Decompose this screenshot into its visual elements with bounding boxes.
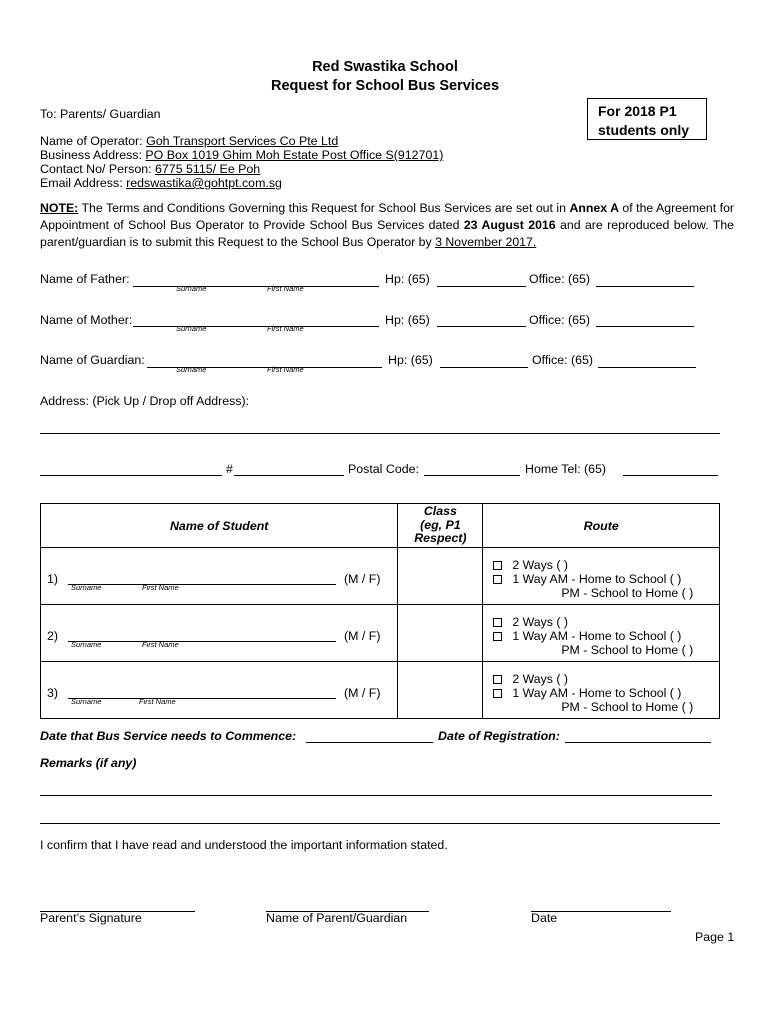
row-number: 3) <box>47 686 59 700</box>
p1-notice-line1: For 2018 P1 <box>598 103 677 119</box>
gender-option[interactable]: (M / F) <box>344 572 381 586</box>
route-cell <box>483 548 720 605</box>
firstname-caption: First Name <box>142 640 179 649</box>
operator-name-value: Goh Transport Services Co Pte Ltd <box>146 134 339 148</box>
operator-name <box>40 134 338 148</box>
gender-option[interactable]: (M / F) <box>344 686 381 700</box>
mother-label: Name of Mother: <box>40 313 133 327</box>
remarks-line-2[interactable] <box>40 823 720 824</box>
operator-email-link[interactable]: redswastika@gohtpt.com.sg <box>126 176 282 190</box>
student-name-field[interactable] <box>68 641 336 642</box>
postal-code-field[interactable] <box>424 475 520 476</box>
mother-hp-field[interactable] <box>437 326 526 327</box>
operator-name-label: Name of Operator: <box>40 134 147 148</box>
table-row <box>41 548 720 605</box>
mother-office-field[interactable] <box>596 326 694 327</box>
note-annex: Annex A <box>569 201 619 215</box>
mother-office-label: Office: (65) <box>529 313 591 327</box>
mother-hp-label: Hp: (65) <box>385 313 430 327</box>
mother-firstname-caption: First Name <box>267 324 304 333</box>
home-tel-label: Home Tel: (65) <box>525 462 607 476</box>
note-text-1: The Terms and Conditions Governing this Request for School Bus Services are set out in <box>78 201 570 215</box>
surname-caption: Surname <box>71 640 102 649</box>
school-name: Red Swastika School <box>312 59 458 75</box>
route-am-option[interactable]: 1 Way AM - Home to School ( ) <box>493 572 681 586</box>
name-column-header: Name of Student <box>41 504 398 548</box>
table-row <box>41 605 720 662</box>
table-row <box>41 662 720 719</box>
route-cell <box>483 662 720 719</box>
addressee: To: Parents/ Guardian <box>40 107 161 121</box>
guardian-office-field[interactable] <box>598 367 696 368</box>
checkbox-icon[interactable] <box>493 561 502 570</box>
parent-signature-label: Parent’s Signature <box>40 911 142 925</box>
route-two-ways-option[interactable]: 2 Ways ( ) <box>493 615 568 629</box>
checkbox-icon[interactable] <box>493 632 502 641</box>
route-am-option[interactable]: 1 Way AM - Home to School ( ) <box>493 686 681 700</box>
operator-address-label: Business Address: <box>40 148 146 162</box>
operator-address <box>40 148 443 162</box>
guardian-hp-field[interactable] <box>440 367 528 368</box>
commence-date-field[interactable] <box>306 742 433 743</box>
checkbox-icon[interactable] <box>493 675 502 684</box>
student-name-cell[interactable] <box>41 605 398 662</box>
student-class-cell[interactable] <box>398 605 483 662</box>
checkbox-icon[interactable] <box>493 618 502 627</box>
address-line-2[interactable] <box>40 475 222 476</box>
route-two-ways-option[interactable]: 2 Ways ( ) <box>493 558 568 572</box>
form-title: Request for School Bus Services <box>270 78 500 94</box>
student-class-cell[interactable] <box>398 662 483 719</box>
unit-number-field[interactable] <box>234 475 344 476</box>
surname-caption: Surname <box>71 583 102 592</box>
operator-email <box>40 176 282 190</box>
father-label: Name of Father: <box>40 272 130 286</box>
gender-option[interactable]: (M / F) <box>344 629 381 643</box>
address-line-1[interactable] <box>40 433 720 434</box>
route-column-header: Route <box>483 504 720 548</box>
guardian-hp-label: Hp: (65) <box>388 353 433 367</box>
route-pm-option[interactable]: PM - School to Home ( ) <box>561 700 694 714</box>
row-number: 1) <box>47 572 59 586</box>
father-office-field[interactable] <box>596 286 694 287</box>
mother-name-field[interactable] <box>133 326 379 327</box>
commence-label: Date that Bus Service needs to Commence: <box>40 729 297 743</box>
note-text-3: and are reproduced below. The parent/guardian is to submit this Request to the School Bus Operator by <box>40 218 735 249</box>
note-text-2: of the Agreement for Appointment of School Bus Operator to Provide School Bus Services dated <box>40 201 735 232</box>
note-agreement-date: 23 August 2016 <box>463 218 556 232</box>
guardian-firstname-caption: First Name <box>267 365 304 374</box>
p1-notice-line2: students only <box>598 122 690 138</box>
mother-surname-caption: Surname <box>176 324 207 333</box>
note-deadline: 3 November 2017. <box>435 235 537 249</box>
guardian-office-label: Office: (65) <box>532 353 594 367</box>
home-tel-field[interactable] <box>623 475 718 476</box>
operator-email-label: Email Address: <box>40 176 127 190</box>
remarks-label: Remarks (if any) <box>40 756 137 770</box>
registration-label: Date of Registration: <box>438 729 560 743</box>
firstname-caption: First Name <box>142 583 179 592</box>
student-class-cell[interactable] <box>398 548 483 605</box>
father-hp-label: Hp: (65) <box>385 272 430 286</box>
route-am-option[interactable]: 1 Way AM - Home to School ( ) <box>493 629 681 643</box>
father-name-field[interactable] <box>133 286 379 287</box>
operator-contact-value: 6775 5115/ Ee Poh <box>155 162 261 176</box>
p1-notice-box <box>587 98 707 140</box>
father-hp-field[interactable] <box>437 286 526 287</box>
signature-date-label: Date <box>531 911 558 925</box>
guardian-surname-caption: Surname <box>176 365 207 374</box>
row-number: 2) <box>47 629 59 643</box>
route-two-ways-option[interactable]: 2 Ways ( ) <box>493 672 568 686</box>
operator-contact-label: Contact No/ Person: <box>40 162 156 176</box>
operator-address-value: PO Box 1019 Ghim Moh Estate Post Office S(912701) <box>145 148 444 162</box>
class-column-header: Class (eg, P1 Respect) <box>398 504 483 548</box>
unit-hash-label: # <box>226 462 233 476</box>
checkbox-icon[interactable] <box>493 575 502 584</box>
address-label: Address: (Pick Up / Drop off Address): <box>40 394 250 408</box>
postal-code-label: Postal Code: <box>348 462 419 476</box>
checkbox-icon[interactable] <box>493 689 502 698</box>
father-surname-caption: Surname <box>176 284 207 293</box>
student-name-cell[interactable] <box>41 662 398 719</box>
route-pm-option[interactable]: PM - School to Home ( ) <box>561 643 694 657</box>
page-number: Page 1 <box>695 930 735 944</box>
route-pm-option[interactable]: PM - School to Home ( ) <box>561 586 694 600</box>
firstname-caption: First Name <box>139 697 176 706</box>
note-label: NOTE: <box>40 201 79 215</box>
confirmation-statement: I confirm that I have read and understood the important information stated. <box>40 838 448 852</box>
guardian-label: Name of Guardian: <box>40 353 145 367</box>
operator-contact <box>40 162 260 176</box>
route-cell <box>483 605 720 662</box>
remarks-line-1[interactable] <box>40 795 712 796</box>
terms-note <box>40 200 734 251</box>
student-name-field[interactable] <box>68 584 336 585</box>
father-office-label: Office: (65) <box>529 272 591 286</box>
student-name-cell[interactable] <box>41 548 398 605</box>
student-name-field[interactable] <box>68 698 336 699</box>
table-header-row <box>41 504 720 548</box>
surname-caption: Surname <box>71 697 102 706</box>
registration-date-field[interactable] <box>565 742 711 743</box>
parent-name-label: Name of Parent/Guardian <box>266 911 408 925</box>
father-firstname-caption: First Name <box>267 284 304 293</box>
student-table <box>40 503 720 719</box>
